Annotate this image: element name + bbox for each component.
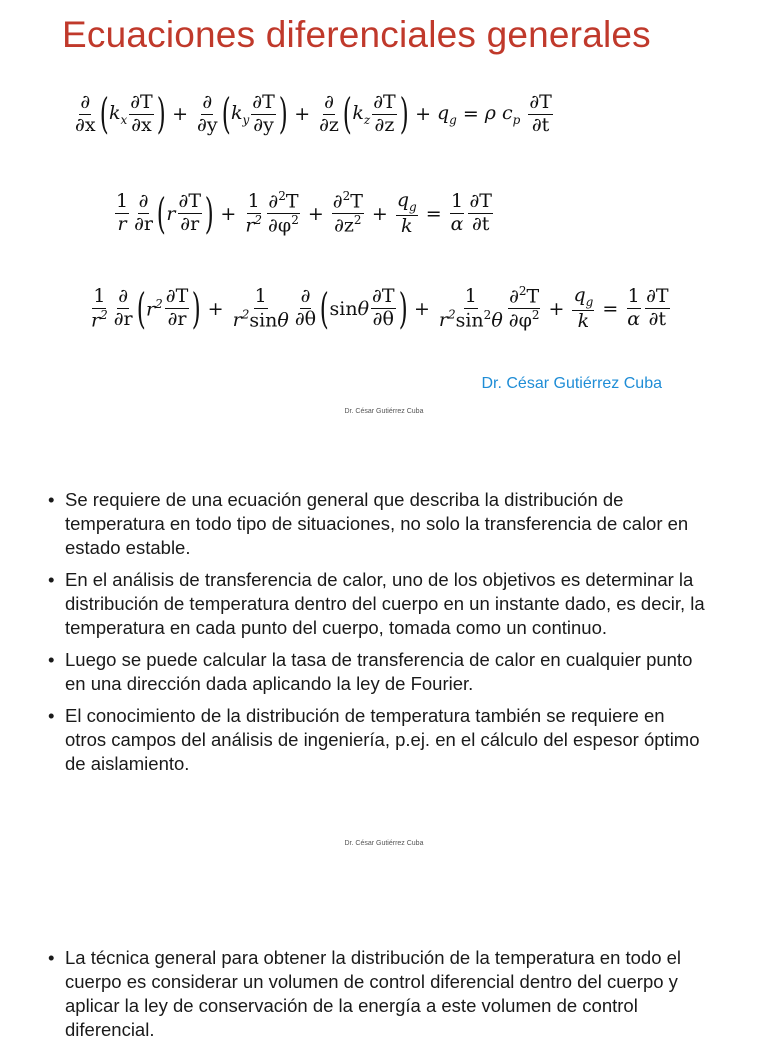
author-name: Dr. César Gutiérrez Cuba — [481, 375, 662, 392]
bullet-list — [48, 946, 708, 1050]
slide-bullets-continued — [0, 930, 768, 1040]
equation-spherical: $\frac{1}{r^2}$ $\frac{\partial}{\partial r}$ ( $r^2$ $\frac{\partial T}{\partial r}$ ) + $\frac{1}{r^2\sin\theta}$ $\frac{\partial}{\partial\theta}$ ( sinθ $\frac{\partial T}{\partial\theta}$ ) + $\frac{1}{r^2\sin^2\theta}$ $\frac{\partial^2T}{\partial\varphi^2}$ + $\frac{q_g}{k}$ = $\frac{1}{\alpha}$ $\frac{\partial T}{\partial t}$ — [91, 283, 669, 333]
bullet-item: • Se requiere de una ecuación general que describa la distribución de temperatura en todo tipo de situaciones, no solo la transferencia de calor en estado estable. — [48, 488, 708, 560]
slide-bullets — [0, 468, 768, 868]
slide-title: Ecuaciones diferenciales generales — [62, 14, 651, 55]
slide-footer: Dr. César Gutiérrez Cuba — [344, 408, 424, 415]
equation-cylindrical: $\frac{1}{r}$ $\frac{\partial}{\partial r}$ ( r $\frac{\partial T}{\partial r}$ ) + $\frac{1}{r^2}$ $\frac{\partial^2T}{\partial\varphi^2}$ + $\frac{\partial^2T}{\partial z^2}$ + $\frac{q_g}{k}$ = $\frac{1}{\alpha}$ $\frac{\partial T}{\partial t}$ — [116, 188, 492, 238]
bullet-item: • El conocimiento de la distribución de temperatura también se requiere en otros campos del análisis de ingeniería, p.ej. en el cálculo del espesor óptimo de aislamiento. — [48, 704, 708, 776]
bullet-item: • La técnica general para obtener la distribución de la temperatura en todo el cuerpo es considerar un volumen de control diferencial dentro del cuerpo y aplicar la ley de conservación de la energía a este volumen de control diferencial. — [48, 946, 708, 1042]
slide-footer: Dr. César Gutiérrez Cuba — [344, 840, 424, 847]
bullet-item: • En el análisis de transferencia de calor, uno de los objetivos es determinar la distribución de temperatura dentro del cuerpo en un instante dado, es decir, la temperatura en cada punto del cuerpo, tomada como un continuo. — [48, 568, 708, 640]
equation-cartesian: $\frac{\partial}{\partial x}$ ( $k_x$ $\frac{\partial T}{\partial x}$ ) + $\frac{\partial}{\partial y}$ ( $k_y$ $\frac{\partial T}{\partial y}$ ) + $\frac{\partial}{\partial z}$ ( $k_z$ $\frac{\partial T}{\partial z}$ ) + $q_g$ = ρ $c_p$ $\frac{\partial T}{\partial t}$ — [75, 89, 552, 139]
bullet-list — [48, 488, 708, 784]
slide-equations — [0, 0, 768, 430]
bullet-item: • Luego se puede calcular la tasa de transferencia de calor en cualquier punto en una dirección dada aplicando la ley de Fourier. — [48, 648, 708, 696]
